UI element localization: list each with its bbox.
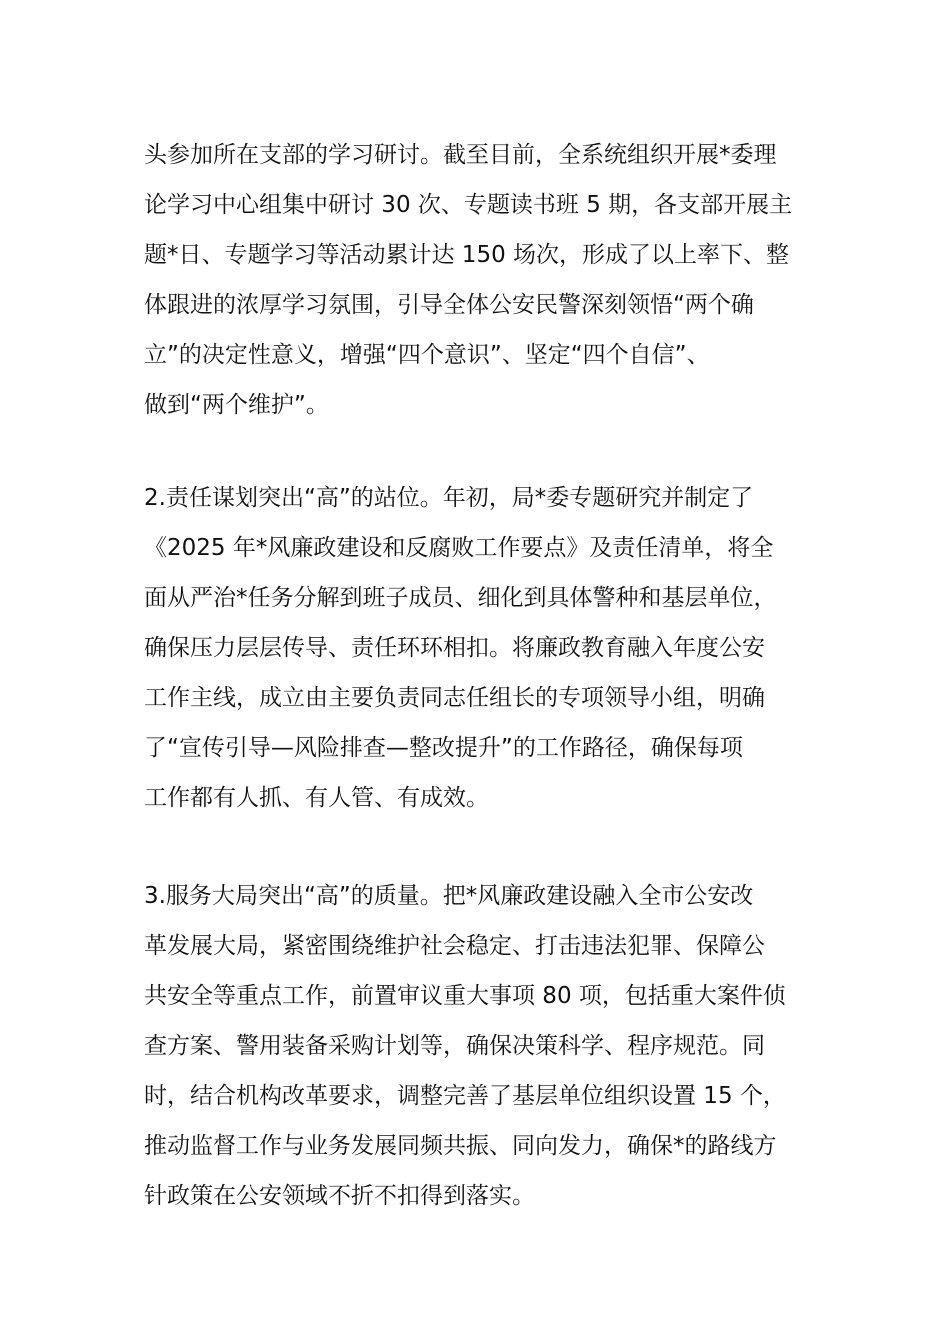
text-line: 《2025 年*风廉政建设和反腐败工作要点》及责任清单，将全 bbox=[144, 535, 774, 561]
text-line: 查方案、警用装备采购计划等，确保决策科学、程序规范。同 bbox=[144, 1033, 765, 1059]
text-line: 工作主线，成立由主要负责同志任组长的专项领导小组，明确 bbox=[144, 685, 765, 711]
text-line: 面从严治*任务分解到班子成员、细化到具体警种和基层单位， bbox=[144, 585, 777, 611]
text-line: 论学习中心组集中研讨 30 次、专题读书班 5 期，各支部开展主 bbox=[144, 192, 793, 218]
text-line: 革发展大局，紧密围绕维护社会稳定、打击违法犯罪、保障公 bbox=[144, 933, 765, 959]
text-line: 做到“两个维护”。 bbox=[144, 392, 329, 418]
text-line: 推动监督工作与业务发展同频共振、同向发力，确保*的路线方 bbox=[144, 1133, 777, 1159]
text-line: 了“宣传引导—风险排查—整改提升”的工作路径，确保每项 bbox=[144, 735, 743, 761]
paragraph-study-activities bbox=[144, 130, 810, 430]
text-line: 体跟进的浓厚学习氛围，引导全体公安民警深刻领悟“两个确 bbox=[144, 292, 754, 318]
text-line: 针政策在公安领域不折不扣得到落实。 bbox=[144, 1183, 535, 1209]
text-line: 题*日、专题学习等活动累计达 150 场次，形成了以上率下、整 bbox=[144, 242, 790, 268]
paragraph-responsibility-planning bbox=[144, 473, 810, 823]
text-line: 确保压力层层传导、责任环环相扣。将廉政教育融入年度公安 bbox=[144, 635, 765, 661]
text-line: 时，结合机构改革要求，调整完善了基层单位组织设置 15 个， bbox=[144, 1083, 786, 1109]
text-line: 立”的决定性意义，增强“四个意识”、坚定“四个自信”、 bbox=[144, 342, 710, 368]
paragraph-serving-overall-situation bbox=[144, 871, 810, 1221]
text-line: 工作都有人抓、有人管、有成效。 bbox=[144, 785, 489, 811]
text-line: 3.服务大局突出“高”的质量。把*风廉政建设融入全市公安改 bbox=[144, 883, 754, 909]
text-line: 共安全等重点工作，前置审议重大事项 80 项，包括重大案件侦 bbox=[144, 983, 786, 1009]
text-line: 头参加所在支部的学习研讨。截至目前，全系统组织开展*委理 bbox=[144, 142, 777, 168]
text-line: 2.责任谋划突出“高”的站位。年初，局*委专题研究并制定了 bbox=[144, 485, 754, 511]
